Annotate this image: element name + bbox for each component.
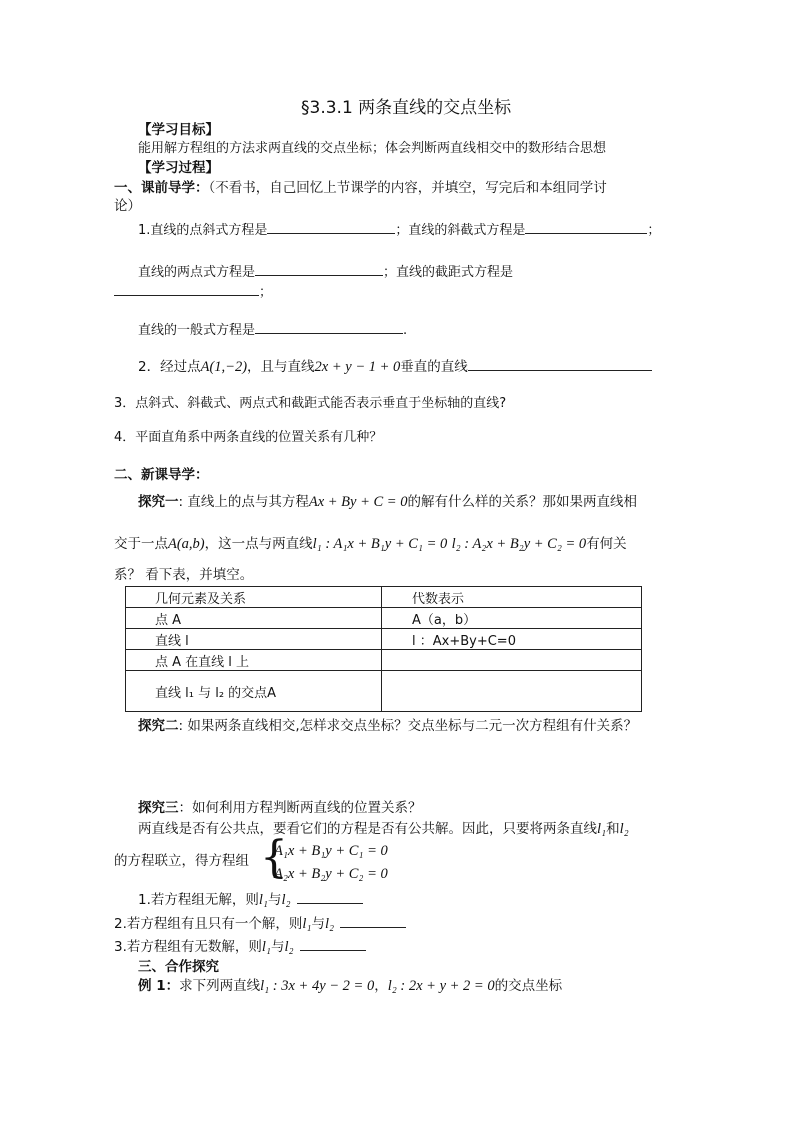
e3-l1: l₁ [597,821,607,837]
e3-para-1 [138,820,629,838]
e3-line [138,799,422,817]
q1-two-point-label: 直线的两点式方程是 [138,265,256,280]
case-2 [114,913,406,933]
table-cell: A（a，b） [382,608,642,629]
q2-line [138,356,652,376]
e2-text: : 如果两条直线相交,怎样求交点坐标？交点坐标与二元一次方程组有什关系？ [178,718,638,734]
table-cell: l ：Ax+By+C=0 [382,629,642,650]
q1-end: . [403,323,408,338]
e1-line-l2: l₂ : A₂x + B₂y + C₂ = 0 [451,536,587,552]
e1-text-b: 的解有什么样的关系？那如果两直线相 [407,494,637,510]
e3-label: 探究三 [138,800,179,816]
new-heading: 二、新课导学： [114,467,209,483]
q1-line-2 [138,261,513,282]
q1-sep-2: ； [259,285,273,300]
pre-intro-1: （不看书，自己回忆上节课学的内容，并填空，写完后和本组同学讨 [208,180,607,196]
e3-and: 和 [606,821,620,837]
e1-line-2 [114,535,627,553]
table-answer-cell[interactable] [382,650,642,671]
q2-answer-blank[interactable] [468,356,652,371]
coop-heading: 三、合作探究 [138,959,219,975]
case-3-yu: 与 [270,939,285,955]
example-1-text-b: 的交点坐标 [494,978,563,994]
e1-point: A(a,b) [168,536,205,552]
q1-intercept-blank[interactable] [114,281,259,296]
table-row [126,608,642,629]
pre-heading-line [114,179,607,197]
table-cell: 点 A [126,608,382,629]
case-1 [138,889,363,909]
table-row [126,671,642,712]
case-1-blank[interactable] [297,889,363,904]
table-head-algebra: 代数表示 [382,587,642,608]
case-3-text: 3.若方程组有无数解，则 [114,939,262,955]
case-2-yu: 与 [311,916,325,932]
case-1-yu: 与 [267,892,282,908]
table-cell: 直线 l₁ 与 l₂ 的交点A [126,671,382,712]
e3-para-1-text: 两直线是否有公共点，要看它们的方程是否有公共解。因此，只要将两条直线 [138,821,597,837]
q1-general-blank[interactable] [255,319,403,334]
system-brace: { [260,832,288,883]
case-2-blank[interactable] [340,913,406,928]
e2-line [138,717,637,735]
example-1-label: 例 1： [138,978,180,994]
q1-slope-intercept-label: ；直线的斜截式方程是 [395,223,526,238]
table-row [126,587,642,608]
case-3-blank[interactable] [300,936,366,951]
system-eq-2: A₂x + B₂y + C₂ = 0 [274,866,388,882]
e1-label: 探究一 [138,494,179,510]
q1-line-3 [114,281,272,302]
process-heading: 【学习过程】 [138,160,219,176]
q2-suffix: 垂直的直线 [400,359,468,375]
case-2-l1: l₁ [302,916,312,932]
e1-line-l1: l₁ : A₁x + B₁y + C₁ = 0 [312,536,448,552]
pre-intro-2: 论） [114,198,141,214]
e1-text-c: 交于一点 [114,536,168,552]
example-1 [138,977,562,995]
example-1-l1: l₁ : 3x + 4y − 2 = 0 [260,978,375,994]
e3-text: ：如何利用方程判断两直线的位置关系？ [178,800,422,816]
case-2-l2: l₂ [324,916,335,932]
page-title: §3.3.1 两条直线的交点坐标 [301,98,512,118]
q2-line-equation: 2x + y − 1 + 0 [314,359,401,375]
case-1-l1: l₁ [258,892,268,908]
q1-sep: ； [647,223,661,238]
goal-text: 能用解方程组的方法求两直线的交点坐标；体会判断两直线相交中的数形结合思想 [138,141,607,156]
e1-text-a: : 直线上的点与其方程 [178,494,309,510]
relation-table [125,586,642,712]
q1-two-point-blank[interactable] [255,261,383,276]
e1-text-d: ，这一点与两直线 [204,536,313,552]
case-1-text: 1.若方程组无解，则 [138,892,259,908]
e3-l2: l₂ [619,821,629,837]
system-eq-1: A₁x + B₁y + C₁ = 0 [274,843,388,859]
table-head-geometry: 几何元素及关系 [126,587,382,608]
q1-line-4 [138,319,407,340]
case-1-l2: l₂ [281,892,291,908]
q2-prefix: 2．经过点 [138,359,201,375]
q2-point: A(1,−2) [200,359,248,375]
e1-text-e: 有何关 [586,536,627,552]
table-answer-cell[interactable] [382,671,642,712]
q1-general-label: 直线的一般式方程是 [138,323,256,338]
pre-heading: 一、课前导学： [114,180,209,196]
table-cell: 直线 l [126,629,382,650]
q1-slope-intercept-blank[interactable] [525,219,647,234]
q1-point-slope-blank[interactable] [267,219,395,234]
e1-line-3: 系？ 看下表，并填空。 [114,567,254,583]
case-3-l2: l₂ [284,939,294,955]
q2-mid: ，且与直线 [247,359,315,375]
e1-line-1 [138,493,637,511]
q1-line-1 [138,219,660,240]
q1-point-slope-label: 1.直线的点斜式方程是 [138,223,268,238]
table-cell: 点 A 在直线 l 上 [126,650,382,671]
q1-intercept-label: ；直线的截距式方程是 [383,265,514,280]
example-1-text-a: 求下列两直线 [179,978,261,994]
goal-heading: 【学习目标】 [138,122,219,138]
table-row [126,650,642,671]
example-1-l2: l₂ : 2x + y + 2 = 0 [387,978,495,994]
case-3 [114,936,366,956]
table-row [126,629,642,650]
e2-label: 探究二 [138,718,179,734]
case-3-l1: l₁ [261,939,271,955]
q4-text: 4．平面直角系中两条直线的位置关系有几种？ [114,430,383,445]
q3-text: 3．点斜式、斜截式、两点式和截距式能否表示垂直于坐标轴的直线? [114,396,507,411]
case-2-text: 2.若方程组有且只有一个解，则 [114,916,303,932]
e3-para-2: 的方程联立，得方程组 [114,853,249,869]
e1-equation: Ax + By + C = 0 [308,494,408,510]
example-1-comma: ， [374,978,388,994]
